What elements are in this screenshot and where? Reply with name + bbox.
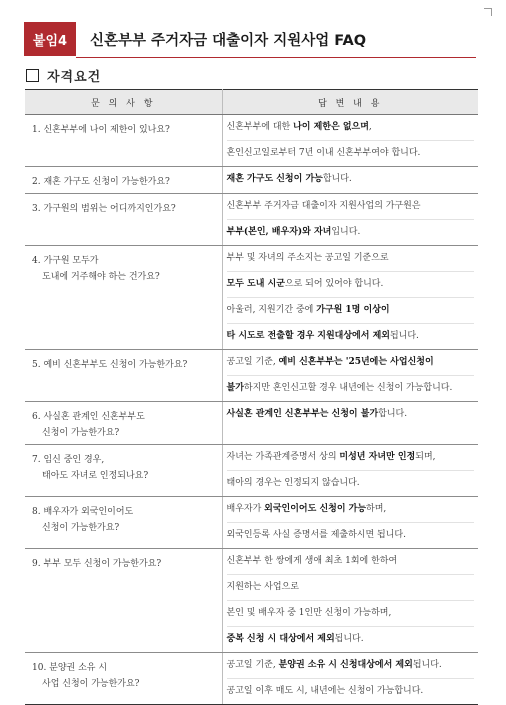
answer-line	[227, 220, 475, 245]
answer-text: 지원하는 사업으로	[226, 582, 299, 592]
answer-text: 자녀는 가족관계증명서 상의	[226, 452, 340, 462]
faq-row	[25, 497, 478, 549]
answer-line	[227, 376, 475, 401]
answer-line	[227, 141, 475, 166]
question-cell	[25, 445, 222, 497]
answer-text: 아울러, 지원기간 중에	[226, 305, 317, 315]
answer-text: 배우자가	[226, 504, 265, 514]
question-text: 2. 재혼 가구도 신청이 가능한가요?	[32, 177, 170, 187]
answer-text: 되며,	[415, 452, 436, 462]
answer-text: 부부 및 자녀의 주소지는 공고일 기준으로	[226, 253, 389, 263]
faq-row	[25, 350, 478, 402]
answer-text: 혼인신고일로부터 7년 이내 신혼부부여야 합니다.	[226, 148, 421, 158]
answer-line	[227, 402, 475, 427]
answer-emphasis: 중복 신청 시 대상에서 제외	[226, 634, 335, 644]
answer-text: 공고일 이후 매도 시, 내년에는 신청이 가능합니다.	[226, 686, 424, 696]
answer-text: 신혼부부 한 쌍에게 생애 최초 1회에 한하여	[226, 556, 398, 566]
answer-cell	[222, 653, 478, 705]
title-underline	[76, 57, 476, 58]
answer-text: 합니다.	[378, 409, 408, 419]
question-text: 신청이 가능한가요?	[42, 523, 120, 533]
answer-emphasis: 불가	[226, 383, 244, 393]
question-text: 9. 부부 모두 신청이 가능한가요?	[32, 559, 162, 569]
answer-text: 태아의 경우는 인정되지 않습니다.	[226, 478, 360, 488]
question-text: 신청이 가능한가요?	[42, 428, 120, 438]
answer-line	[227, 471, 475, 496]
question-text: 5. 예비 신혼부부도 신청이 가능한가요?	[32, 360, 188, 370]
answer-text: 공고일 기준,	[226, 357, 279, 367]
faq-table	[25, 89, 478, 705]
attachment-badge: 붙임4	[24, 22, 76, 56]
faq-row	[25, 115, 478, 167]
answer-line	[227, 350, 475, 376]
answer-text: 으로 되어 있어야 합니다.	[284, 279, 384, 289]
answer-line	[227, 601, 475, 627]
answer-cell	[222, 167, 478, 194]
answer-cell	[222, 402, 478, 445]
answer-line	[227, 445, 475, 471]
faq-row	[25, 194, 478, 246]
answer-line	[227, 115, 475, 141]
answer-emphasis: 분양권 소유 시 신청대상에서 제외	[278, 660, 413, 670]
answer-emphasis: 사실혼 관계인 신혼부부는 신청이 불가	[226, 409, 379, 419]
answer-text: 됩니다.	[334, 634, 364, 644]
faq-row	[25, 402, 478, 445]
question-cell	[25, 350, 222, 402]
answer-emphasis: 미성년 자녀만 인정	[339, 452, 416, 462]
answer-emphasis: 부부(본인, 배우자)와 자녀	[226, 227, 332, 237]
question-cell	[25, 497, 222, 549]
answer-emphasis: 재혼 가구도 신청이 가능	[226, 174, 323, 184]
faq-table-body	[25, 115, 478, 705]
answer-line	[227, 246, 475, 272]
question-column-header: 문 의 사 항	[25, 90, 222, 115]
question-text: 6. 사실혼 관계인 신혼부부도	[32, 412, 145, 422]
question-cell	[25, 246, 222, 350]
faq-row	[25, 445, 478, 497]
faq-row	[25, 549, 478, 653]
answer-line	[227, 653, 475, 679]
question-text: 태아도 자녀로 인정되나요?	[42, 471, 149, 481]
answer-text: 본인 및 배우자 중 1인만 신청이 가능하며,	[226, 608, 392, 618]
answer-line	[227, 497, 475, 523]
question-text: 사업 신청이 가능한가요?	[42, 679, 140, 689]
answer-cell	[222, 350, 478, 402]
answer-line	[227, 167, 475, 192]
faq-row	[25, 653, 478, 705]
answer-column-header: 답 변 내 용	[222, 90, 478, 115]
answer-text: 합니다.	[322, 174, 352, 184]
answer-emphasis: 모두 도내 시군	[226, 279, 285, 289]
question-cell	[25, 549, 222, 653]
answer-line	[227, 549, 475, 575]
answer-line	[227, 298, 475, 324]
question-cell	[25, 402, 222, 445]
question-text: 7. 임신 중인 경우,	[32, 455, 105, 465]
answer-text: 하지만 혼인신고할 경우 내년에는 신청이 가능합니다.	[243, 383, 453, 393]
answer-line	[227, 272, 475, 298]
question-cell	[25, 194, 222, 246]
question-cell	[25, 653, 222, 705]
answer-cell	[222, 246, 478, 350]
answer-cell	[222, 115, 478, 167]
document-header	[24, 20, 476, 58]
section-title: 자격요건	[47, 70, 102, 85]
answer-text: 됩니다.	[412, 660, 442, 670]
page-corner-mark	[484, 8, 492, 16]
faq-row	[25, 167, 478, 194]
answer-line	[227, 575, 475, 601]
question-text: 8. 배우자가 외국인이어도	[32, 507, 134, 517]
answer-emphasis: 외국인이어도 신청이 가능	[264, 504, 367, 514]
faq-table-header	[25, 90, 478, 115]
answer-cell	[222, 549, 478, 653]
question-text: 10. 분양권 소유 시	[32, 663, 108, 673]
section-heading	[26, 66, 101, 85]
question-text: 4. 가구원 모두가	[32, 256, 99, 266]
answer-text: 됩니다.	[389, 331, 419, 341]
answer-text: 공고일 기준,	[226, 660, 279, 670]
answer-text: 신혼부부에 대한	[226, 122, 294, 132]
document-title: 신혼부부 주거자금 대출이자 지원사업 FAQ	[90, 33, 367, 49]
question-cell	[25, 115, 222, 167]
answer-text: 하며,	[366, 504, 387, 514]
question-text: 도내에 거주해야 하는 건가요?	[42, 272, 160, 282]
answer-text: 외국인등록 사실 증명서를 제출하시면 됩니다.	[226, 530, 406, 540]
answer-emphasis: 타 시도로 전출할 경우 지원대상에서 제외	[226, 331, 390, 341]
answer-text: ,	[368, 122, 372, 132]
answer-line	[227, 194, 475, 220]
question-text: 1. 신혼부부에 나이 제한이 있나요?	[32, 125, 170, 135]
answer-cell	[222, 194, 478, 246]
answer-emphasis: 가구원 1명 이상이	[316, 305, 390, 315]
answer-cell	[222, 445, 478, 497]
answer-text: 입니다.	[331, 227, 361, 237]
answer-emphasis: 나이 제한은 없으며	[293, 122, 369, 132]
faq-row	[25, 246, 478, 350]
answer-line	[227, 627, 475, 652]
answer-line	[227, 324, 475, 349]
question-cell	[25, 167, 222, 194]
question-text: 3. 가구원의 범위는 어디까지인가요?	[32, 204, 176, 214]
square-bullet-icon	[26, 69, 39, 82]
answer-line	[227, 523, 475, 548]
answer-text: 신혼부부 주거자금 대출이자 지원사업의 가구원은	[226, 201, 421, 211]
answer-emphasis: 예비 신혼부부는 '25년에는 사업신청이	[278, 357, 434, 367]
answer-cell	[222, 497, 478, 549]
